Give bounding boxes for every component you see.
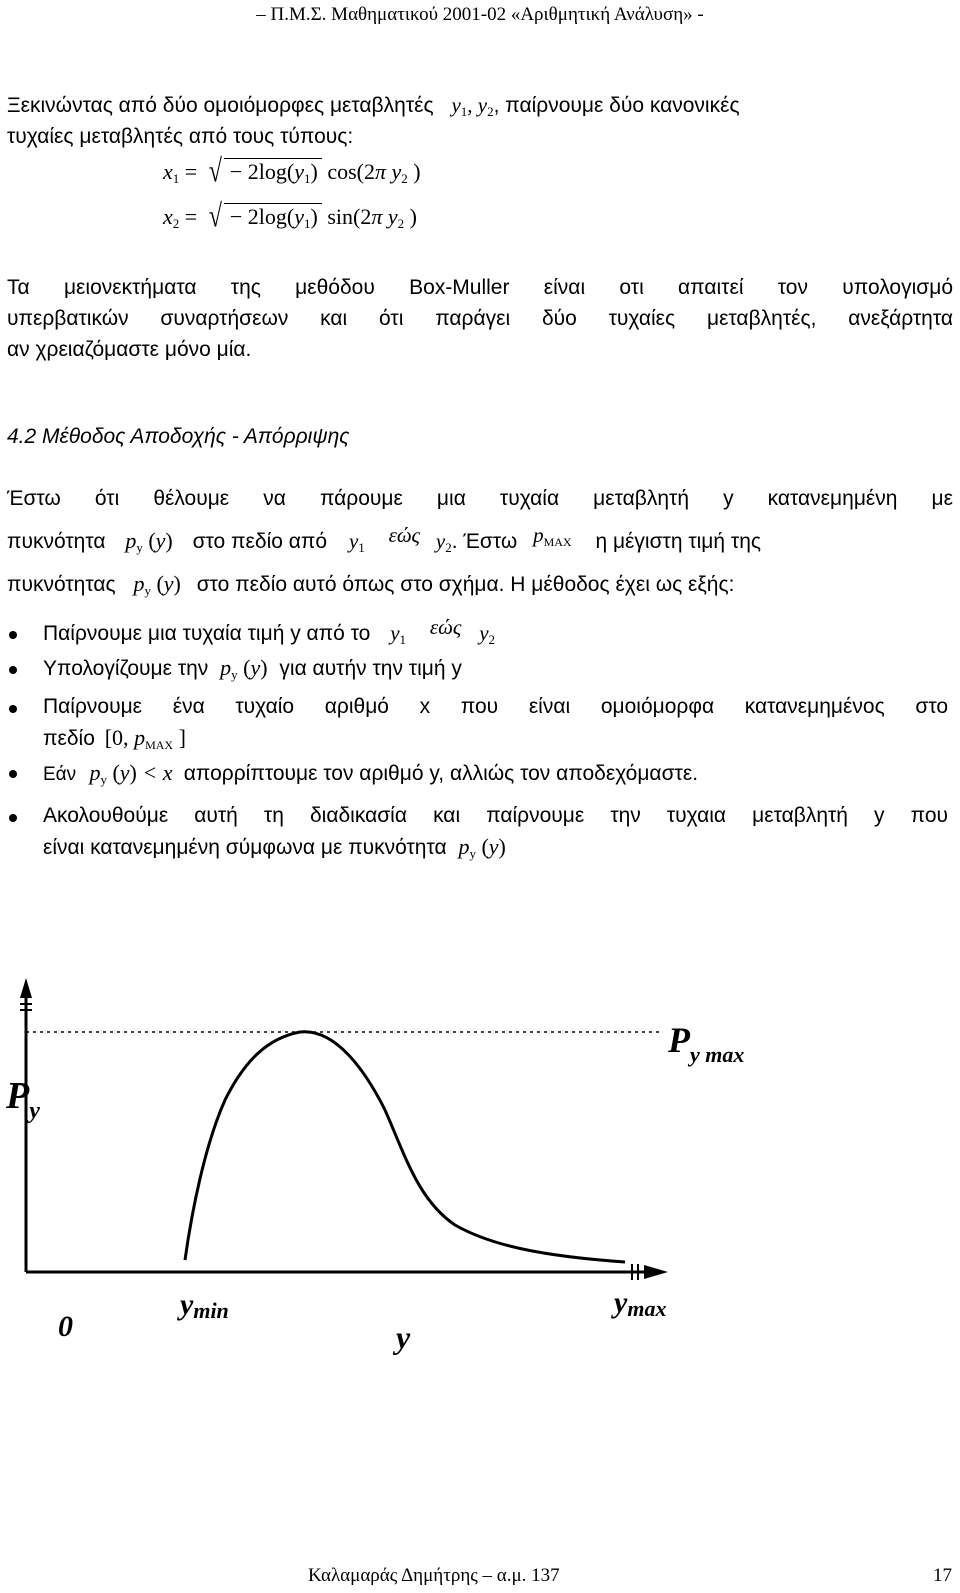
- footer-author: Καλαμαράς Δημήτρης – α.μ. 137: [308, 1565, 560, 1586]
- bullet-3-line-1: Παίρνουμε ένα τυχαίο αριθμό x που είναι ομοιόμορφα κατανεμημένος στο: [43, 695, 948, 718]
- method-line-1: Έστω ότι θέλουμε να πάρουμε μια τυχαία μεταβλητή y κατανεμημένη με: [7, 487, 953, 510]
- density-figure: [0, 960, 960, 1420]
- method-line-2: πυκνότητα $p_y$ (y) στο πεδίο από $y_1$ εώς $y_2$. Έστω $p_{MAX}$ η μέγιστη τιμή της: [7, 523, 762, 555]
- intro-line-1: [7, 90, 953, 121]
- max-label: $P_{y max}$: [668, 1020, 745, 1067]
- intro-text-a: Ξεκινώντας από δύο ομοιόμορφες μεταβλητές: [7, 94, 434, 117]
- bullet-4: Εάν $p_y$ (y) < x απορρίπτουμε τον αριθμό y, αλλιώς τον αποδεχόμαστε.: [43, 760, 699, 787]
- x-axis-label: y: [396, 1319, 411, 1355]
- origin-label: 0: [58, 1310, 73, 1343]
- bullet-dot: [9, 666, 17, 674]
- equation-x1: $x_1$ = √ − $2\log(y_1)$ cos(2π $y_2$ ): [163, 154, 421, 190]
- box-muller-line-1: Τα μειονεκτήματα της μεθόδου Box-Muller είναι οτι απαιτεί τον υπολογισμό: [7, 276, 953, 299]
- page-number: 17: [933, 1565, 952, 1586]
- density-curve: [185, 1032, 625, 1262]
- bullet-2: Υπολογίζουμε την $p_y$ (y) για αυτήν την τιμή y: [43, 655, 462, 682]
- method-line-3: πυκνότητας $p_y$ (y) στο πεδίο αυτό όπως στο σχήμα. Η μέθοδος έχει ως εξής:: [7, 571, 735, 598]
- y-axis-arrow-icon: [20, 978, 32, 998]
- section-title: 4.2 Μέθοδος Αποδοχής - Απόρριψης: [7, 425, 350, 448]
- bullet-dot: [9, 770, 17, 778]
- bullet-dot: [9, 631, 17, 639]
- bullet-3-line-2: πεδίο [0, $p_{MAX}$ ]: [43, 725, 186, 752]
- box-muller-line-2: υπερβατικών συναρτήσεων και ότι παράγει δύο τυχαίες μεταβλητές, ανεξάρτητα: [7, 307, 953, 330]
- bullet-1: Παίρνουμε μια τυχαία τιμή y από το $y_1$ εώς $y_2$: [43, 615, 496, 647]
- ymin-label: ymin: [180, 1288, 229, 1323]
- intro-text-b: , παίρνουμε δύο κανονικές: [493, 94, 740, 117]
- y-axis-label: $P_y$: [6, 1075, 40, 1124]
- page-header: – Π.Μ.Σ. Μαθηματικού 2001-02 «Αριθμητική Ανάλυση» -: [256, 4, 704, 25]
- bullet-5-line-1: Ακολουθούμε αυτή τη διαδικασία και παίρνουμε την τυχαια μεταβλητή y που: [43, 804, 948, 827]
- x-axis-arrow-icon: [644, 1265, 668, 1279]
- bullet-5-line-2: είναι κατανεμημένη σύμφωνα με πυκνότητα $p_y$ (y): [43, 834, 506, 861]
- ymax-label: ymax: [614, 1286, 667, 1321]
- bullet-dot: [9, 705, 17, 713]
- box-muller-line-3: αν χρειαζόμαστε μόνο μία.: [7, 338, 252, 361]
- intro-vars: $y_1$, $y_2$: [451, 93, 494, 119]
- bullet-dot: [9, 814, 17, 822]
- equation-x2: $x_2$ = √ − $2\log(y_1)$ sin(2π $y_2$ ): [163, 199, 417, 235]
- intro-line-2: τυχαίες μεταβλητές από τους τύπους:: [7, 125, 354, 148]
